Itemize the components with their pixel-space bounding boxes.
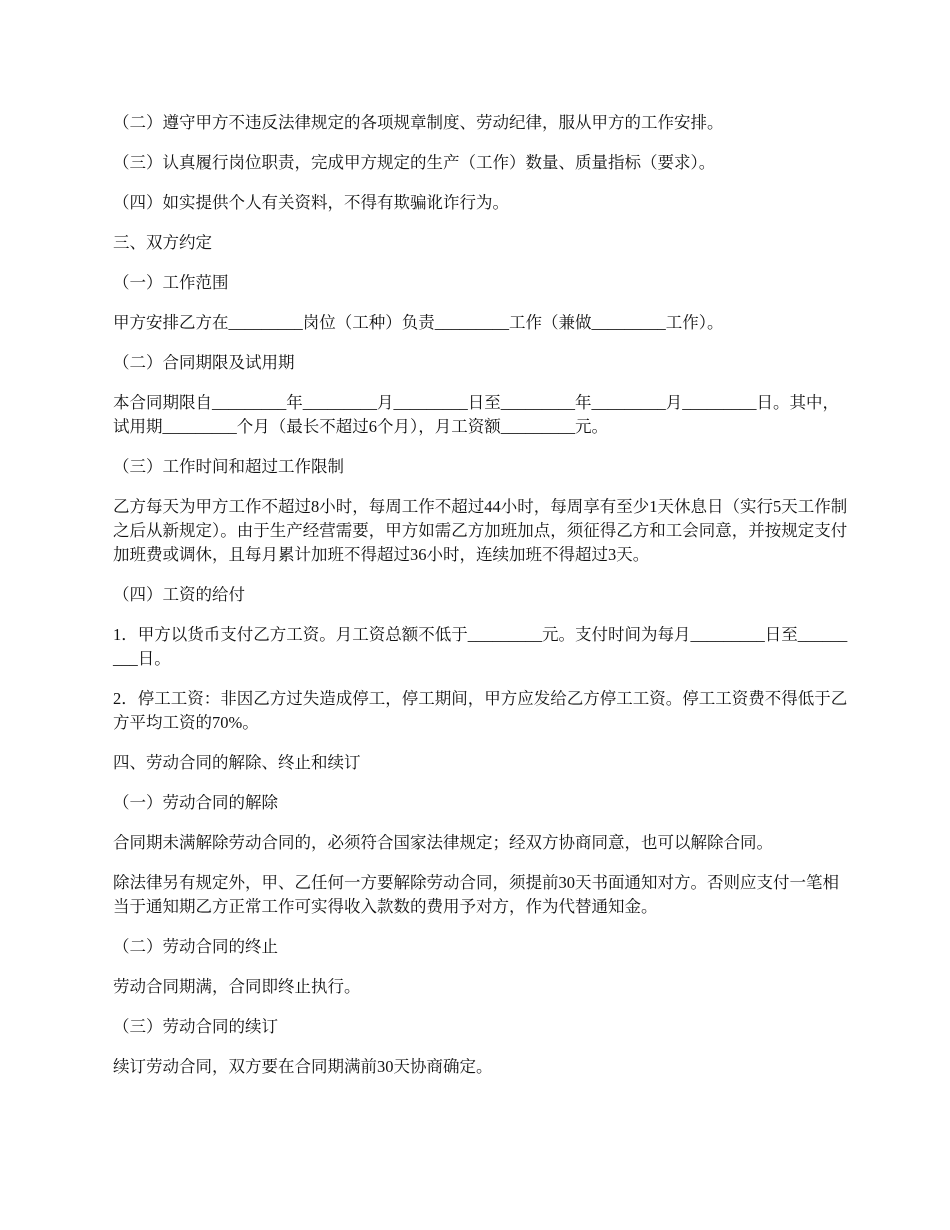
clause-paragraph: 甲方安排乙方在_________岗位（工种）负责_________工作（兼做_________工作）。	[113, 313, 724, 332]
document-body	[113, 111, 853, 1095]
clause-paragraph: 乙方每天为甲方工作不超过8小时，每周工作不超过44小时，每周享有至少1天休息日（实行5天工作制之后从新规定）。由于生产经营需要，甲方如需乙方加班加点，须征得乙方和工会同意，并按规定支付加班费或调休，且每月累计加班不得超过36小时，连续加班不得超过3天。	[113, 497, 848, 564]
clause-paragraph: 续订劳动合同，双方要在合同期满前30天协商确定。	[113, 1057, 493, 1076]
subsection-heading: （二）劳动合同的终止	[113, 937, 278, 956]
clause-paragraph: 2．停工工资：非因乙方过失造成停工，停工期间，甲方应发给乙方停工工资。停工工资费不得低于乙方平均工资的70%。	[113, 689, 848, 732]
clause-paragraph: 1．甲方以货币支付乙方工资。月工资总额不低于_________元。支付时间为每月_________日至_________日。	[113, 625, 848, 668]
section-heading: 四、劳动合同的解除、终止和续订	[113, 753, 361, 772]
subsection-heading: （三）劳动合同的续订	[113, 1017, 278, 1036]
subsection-heading: （四）工资的给付	[113, 585, 245, 604]
clause-paragraph: 合同期未满解除劳动合同的，必须符合国家法律规定；经双方协商同意，也可以解除合同。	[113, 833, 773, 852]
clause-paragraph: 本合同期限自_________年_________月_________日至_________年_________月_________日。其中，试用期_________个月（最长不超过6个月），月工资额_________元。	[113, 393, 839, 436]
subsection-heading: （一）劳动合同的解除	[113, 793, 278, 812]
section-heading: 三、双方约定	[113, 233, 212, 252]
subsection-heading: （二）合同期限及试用期	[113, 353, 295, 372]
subsection-heading: （三）工作时间和超过工作限制	[113, 457, 344, 476]
clause-paragraph: （三）认真履行岗位职责，完成甲方规定的生产（工作）数量、质量指标（要求）。	[113, 153, 716, 172]
clause-paragraph: （四）如实提供个人有关资料，不得有欺骗讹诈行为。	[113, 193, 509, 212]
subsection-heading: （一）工作范围	[113, 273, 229, 292]
clause-paragraph: 劳动合同期满，合同即终止执行。	[113, 977, 361, 996]
clause-paragraph: 除法律另有规定外，甲、乙任何一方要解除劳动合同，须提前30天书面通知对方。否则应支付一笔相当于通知期乙方正常工作可实得收入款数的费用予对方，作为代替通知金。	[113, 873, 839, 916]
clause-paragraph: （二）遵守甲方不违反法律规定的各项规章制度、劳动纪律，服从甲方的工作安排。	[113, 113, 724, 132]
